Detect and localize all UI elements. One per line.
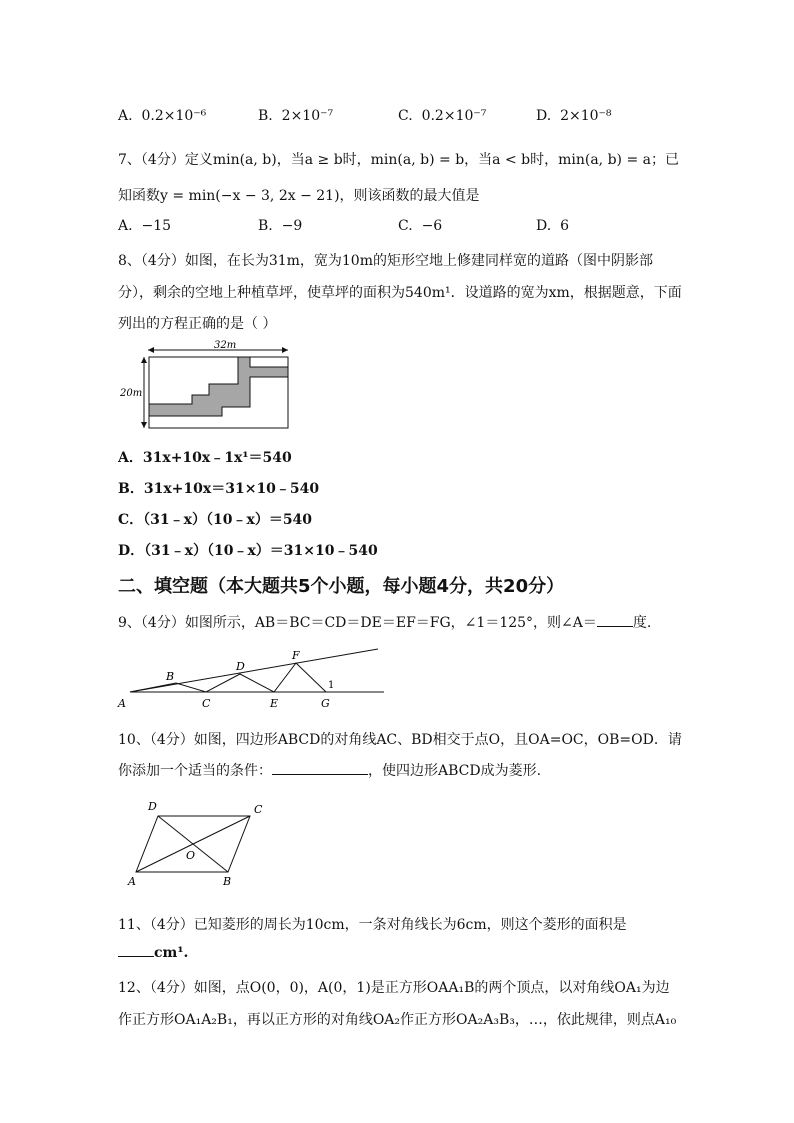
q9-stem: 9、（4分）如图所示，AB＝BC＝CD＝DE＝EF＝FG，∠1＝125°，则∠A＝ 度.: [118, 615, 652, 631]
q8-stem-line1: 8、（4分）如图，在长为31m，宽为10m的矩形空地上修建同样宽的道路（图中阴影部: [118, 253, 653, 269]
q8-stem-line2: 分），剩余的空地上种植草坪，使草坪的面积为540m¹．设道路的宽为xm，根据题意，下面: [118, 285, 682, 301]
q10-label-b: B: [223, 875, 232, 888]
q6-option-b: B. 2×10⁻⁷: [258, 108, 334, 124]
q10-stem-line1: 10、（4分）如图，四边形ABCD的对角线AC、BD相交于点O，且OA=OC，OB=OD．请: [118, 732, 682, 748]
q8-option-b: B．31x+10x＝31×10﹣540: [118, 481, 320, 497]
q8-height-label: 20m: [120, 388, 143, 399]
q9-label-d: D: [236, 660, 245, 673]
q9-angle-label-1: 1: [328, 680, 335, 691]
q9-label-e: E: [270, 697, 279, 710]
q8-option-c: C．（31﹣x）（10﹣x）＝540: [118, 512, 313, 528]
q9-label-c: C: [202, 697, 211, 710]
q8-figure: [118, 340, 293, 435]
q9-figure: [116, 645, 386, 713]
q7-option-b: B. −9: [258, 218, 303, 234]
q9-label-f: F: [292, 649, 300, 662]
q11-stem-line1: 11、（4分）已知菱形的周长为10cm，一条对角线长为6cm，则这个菱形的面积是: [118, 917, 627, 933]
q10-label-d: D: [148, 800, 157, 813]
q10-label-o: O: [186, 849, 196, 862]
q8-stem-line3: 列出的方程正确的是（ ）: [118, 316, 277, 332]
q7-option-a: A. −15: [118, 218, 172, 234]
q10-label-c: C: [254, 803, 263, 816]
section-2-title: 二、填空题（本大题共5个小题，每小题4分，共20分）: [118, 576, 565, 597]
q7-option-c: C. −6: [398, 218, 443, 234]
q10-figure: [124, 796, 274, 888]
q10-diagonal-bd: [158, 816, 228, 872]
q10-label-a: A: [128, 875, 136, 888]
q9-zigzag: [130, 663, 326, 692]
q9-answer-blank[interactable]: [597, 626, 633, 627]
q11-answer-blank[interactable]: [118, 956, 154, 957]
q6-option-d: D. 2×10⁻⁸: [536, 108, 612, 124]
q8-width-label: 32m: [214, 340, 237, 351]
q9-label-g: G: [321, 697, 330, 710]
q7-stem-line1: 7、（4分）定义min(a, b)，当a ≥ b时，min(a, b) = b，当a < b时，min(a, b) = a；已: [118, 152, 679, 168]
q8-arrow-up: [141, 357, 147, 363]
q10-answer-blank[interactable]: [272, 774, 368, 775]
q6-option-c: C. 0.2×10⁻⁷: [398, 108, 487, 124]
q6-option-a: A. 0.2×10⁻⁶: [118, 108, 207, 124]
q12-stem-line2: 作正方形OA₁A₂B₁，再以正方形的对角线OA₂作正方形OA₂A₃B₃，…，依此规律，则点A₁₀: [118, 1012, 677, 1028]
q9-label-a: A: [118, 697, 126, 710]
q9-label-b: B: [166, 670, 175, 683]
q7-stem-line2: 知函数y = min(−x − 3, 2x − 21)，则该函数的最大值是: [118, 188, 480, 204]
q11-stem-line2: cm¹.: [118, 945, 188, 961]
q8-arrow-down: [141, 422, 147, 428]
q12-stem-line1: 12、（4分）如图，点O(0，0)，A(0，1)是正方形OAA₁B的两个顶点，以对角线OA₁为边: [118, 980, 670, 996]
q8-arrow-right: [282, 347, 288, 353]
q8-option-d: D．（31﹣x）（10﹣x）＝31×10﹣540: [118, 543, 378, 559]
q8-option-a: A．31x+10x﹣1x¹＝540: [118, 450, 292, 466]
q7-option-d: D. 6: [536, 218, 570, 234]
q8-arrow-left: [148, 347, 154, 353]
q10-stem-line2: 你添加一个适当的条件： ，使四边形ABCD成为菱形.: [118, 763, 542, 779]
